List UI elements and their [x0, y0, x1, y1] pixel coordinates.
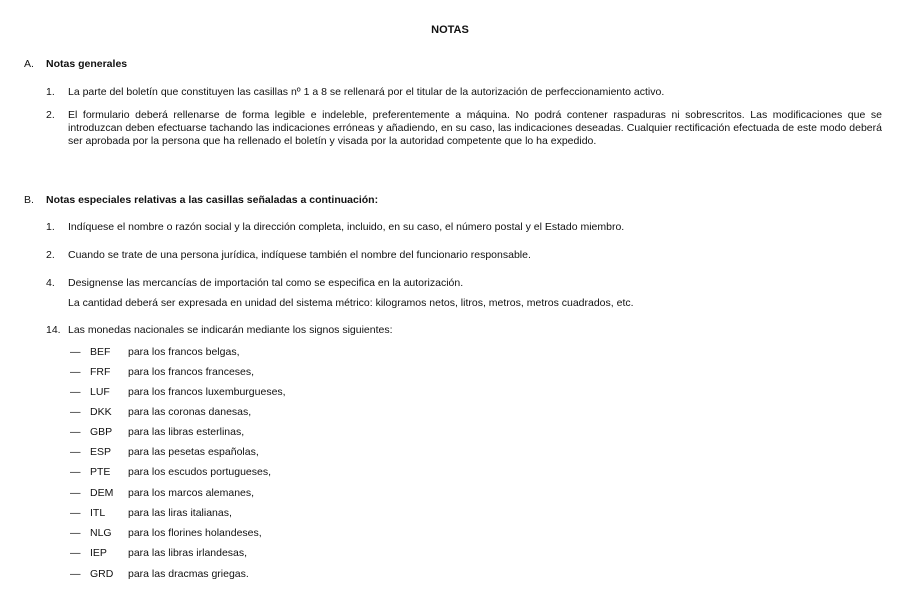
- note-a-1: [46, 86, 882, 99]
- note-b-4: [46, 277, 882, 290]
- currency-code: PTE: [90, 466, 111, 478]
- section-b-heading: [24, 194, 378, 207]
- currency-description: para las pesetas españolas,: [128, 446, 259, 458]
- currency-item: [70, 386, 286, 399]
- page-title: NOTAS: [431, 24, 469, 36]
- note-b-2-number: 2.: [46, 249, 55, 261]
- note-a-2-number: 2.: [46, 109, 55, 121]
- note-a-1-number: 1.: [46, 86, 55, 98]
- section-b-letter: B.: [24, 194, 34, 206]
- currency-description: para los marcos alemanes,: [128, 487, 255, 499]
- note-b-4-number: 4.: [46, 277, 55, 289]
- currency-description: para las dracmas griegas.: [128, 568, 249, 580]
- note-b-4-quantity-text: La cantidad deberá ser expresada en unidad del sistema métrico: kilogramos netos, litros, metros, metros cuadrados, etc.: [68, 297, 634, 309]
- currency-item: [70, 406, 251, 419]
- currency-code: BEF: [90, 346, 111, 358]
- currency-item: [70, 507, 232, 520]
- currency-code: DEM: [90, 487, 114, 499]
- note-b-14: [46, 324, 882, 337]
- currency-item: [70, 366, 254, 379]
- currency-code: NLG: [90, 527, 112, 539]
- note-a-2: [46, 109, 882, 148]
- currency-item: [70, 426, 244, 439]
- currency-dash: —: [70, 426, 81, 438]
- note-b-14-text: Las monedas nacionales se indicarán mediante los signos siguientes:: [68, 324, 393, 336]
- currency-item: [70, 466, 271, 479]
- note-b-1-number: 1.: [46, 221, 55, 233]
- currency-item: [70, 346, 239, 359]
- note-a-2-text: El formulario deberá rellenarse de forma legible e indeleble, preferentemente a máquina. No podrá contener raspaduras ni sobrescritos. Las modificaciones que se introduzcan deben efectuarse tachando las indicaciones erróneas y añadiendo, en su caso, las indicaciones deseadas. Cualquier rectificación efectuada de este modo deberá ser aprobada por la persona que ha rellenado el boletín y visada por la autoridad competente que lo ha expedido.: [68, 109, 882, 147]
- currency-code: GBP: [90, 426, 113, 438]
- currency-description: para las liras italianas,: [128, 507, 232, 519]
- currency-dash: —: [70, 466, 81, 478]
- note-b-14-number: 14.: [46, 324, 61, 336]
- currency-dash: —: [70, 346, 81, 358]
- currency-item: [70, 527, 262, 540]
- currency-item: [70, 547, 247, 560]
- note-b-1: [46, 221, 882, 234]
- currency-description: para las coronas danesas,: [128, 406, 252, 418]
- note-b-4-text: Designense las mercancías de importación tal como se especifica en la autorización.: [68, 277, 464, 289]
- currency-dash: —: [70, 527, 81, 539]
- currency-code: GRD: [90, 568, 114, 580]
- currency-dash: —: [70, 366, 81, 378]
- section-a-letter: A.: [24, 58, 34, 70]
- currency-code: IEP: [90, 547, 107, 559]
- currency-dash: —: [70, 568, 81, 580]
- section-a-title: Notas generales: [46, 58, 128, 70]
- currency-dash: —: [70, 446, 81, 458]
- currency-description: para los escudos portugueses,: [128, 466, 272, 478]
- section-b-title: Notas especiales relativas a las casillas señaladas a continuación:: [46, 194, 379, 206]
- currency-dash: —: [70, 507, 81, 519]
- currency-code: FRF: [90, 366, 111, 378]
- currency-code: ESP: [90, 446, 112, 458]
- currency-dash: —: [70, 547, 81, 559]
- section-a-heading: [24, 58, 127, 71]
- currency-description: para los francos belgas,: [128, 346, 240, 358]
- note-b-2: [46, 249, 882, 262]
- currency-description: para los florines holandeses,: [128, 527, 262, 539]
- currency-code: DKK: [90, 406, 112, 418]
- currency-dash: —: [70, 386, 81, 398]
- note-b-2-text: Cuando se trate de una persona jurídica, indíquese también el nombre del funcionario responsable.: [68, 249, 531, 261]
- note-a-1-text: La parte del boletín que constituyen las casillas nº 1 a 8 se rellenará por el titular de la autorización de perfeccionamiento activo.: [68, 86, 665, 98]
- currency-dash: —: [70, 406, 81, 418]
- currency-code: LUF: [90, 386, 110, 398]
- currency-description: para las libras irlandesas,: [128, 547, 248, 559]
- currency-dash: —: [70, 487, 81, 499]
- currency-item: [70, 446, 259, 459]
- currency-description: para los francos luxemburgueses,: [128, 386, 286, 398]
- note-b-1-text: Indíquese el nombre o razón social y la dirección completa, incluido, en su caso, el número postal y el Estado miembro.: [68, 221, 625, 233]
- note-b-4-quantity: [46, 297, 882, 310]
- currency-item: [70, 487, 254, 500]
- currency-description: para las libras esterlinas,: [128, 426, 245, 438]
- currency-code: ITL: [90, 507, 106, 519]
- currency-item: [70, 568, 249, 581]
- currency-description: para los francos franceses,: [128, 366, 255, 378]
